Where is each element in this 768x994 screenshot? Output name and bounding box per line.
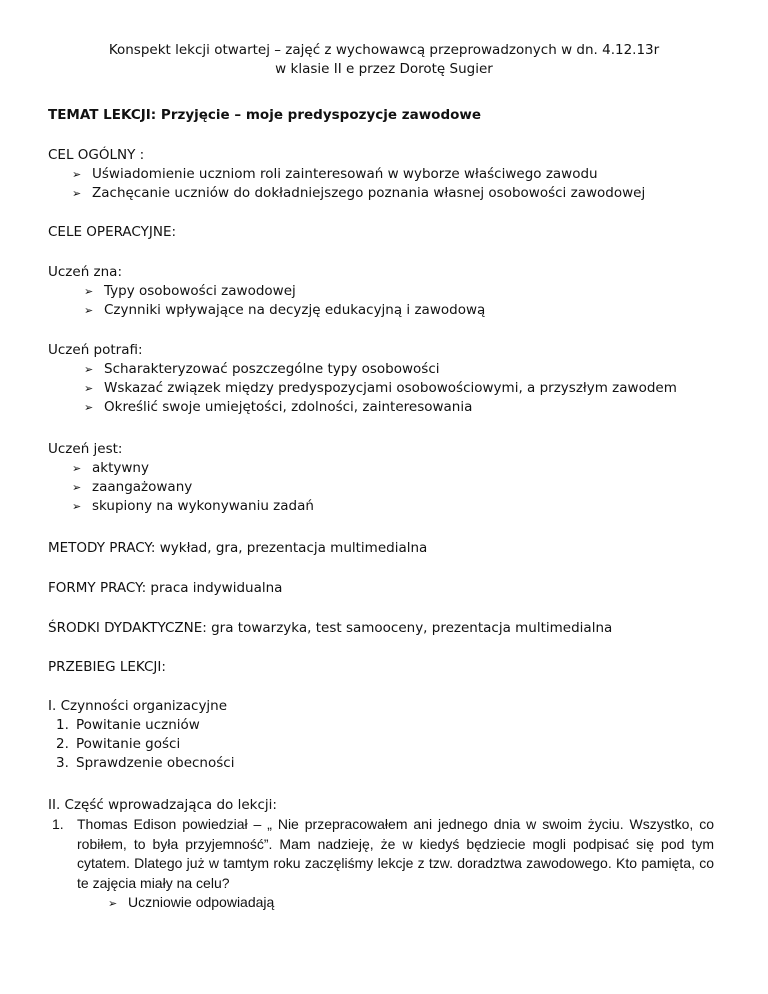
resources-label: ŚRODKI DYDAKTYCZNE: [48, 620, 207, 636]
arrow-bullet-icon: ➢ [72, 168, 82, 181]
bullet-text: Określić swoje umiejętości, zdolności, zainteresowania [104, 399, 473, 415]
general-goal-item [72, 184, 645, 203]
is-item [72, 478, 192, 497]
list-text: Powitanie uczniów [76, 717, 200, 733]
forms-label: FORMY PRACY: [48, 580, 147, 596]
resources-value: gra towarzyka, test samooceny, prezentacja multimedialna [211, 620, 613, 636]
section1-item: 1. Powitanie uczniów [56, 717, 200, 733]
general-goal-label: CEL OGÓLNY : [48, 147, 145, 163]
arrow-bullet-icon: ➢ [72, 462, 82, 475]
arrow-bullet-icon: ➢ [84, 401, 94, 414]
bullet-text: aktywny [92, 460, 149, 476]
arrow-bullet-icon: ➢ [84, 382, 94, 395]
list-text: Powitanie gości [76, 736, 181, 752]
arrow-bullet-icon: ➢ [84, 285, 94, 298]
header-line-1: Konspekt lekcji otwartej – zajęć z wychowawcą przeprowadzonych w dn. 4.12.13r [108, 42, 660, 58]
bullet-text: Uświadomienie uczniom roli zainteresowań w wyborze właściwego zawodu [92, 166, 598, 182]
section1-title: I. Czynności organizacyjne [48, 698, 228, 714]
can-item [84, 360, 440, 379]
arrow-bullet-icon: ➢ [72, 187, 82, 200]
operational-goals-label: CELE OPERACYJNE: [48, 224, 177, 240]
arrow-bullet-icon: ➢ [72, 500, 82, 513]
arrow-bullet-icon: ➢ [108, 898, 118, 910]
bullet-text: Typy osobowości zawodowej [104, 283, 296, 299]
bullet-text: skupiony na wykonywaniu zadań [92, 498, 314, 514]
bullet-text: Zachęcanie uczniów do dokładniejszego poznania własnej osobowości zawodowej [92, 185, 646, 201]
knows-label: Uczeń zna: [48, 264, 123, 280]
section1-item: 2. Powitanie gości [56, 736, 181, 752]
section1-item: 3. Sprawdzenie obecności [56, 755, 235, 771]
forms-value: praca indywidualna [150, 580, 283, 596]
methods-value: wykład, gra, prezentacja multimedialna [159, 540, 428, 556]
bullet-text: Uczniowie odpowiadają [128, 894, 275, 910]
arrow-bullet-icon: ➢ [84, 363, 94, 376]
is-label: Uczeń jest: [48, 441, 123, 457]
header-line-2: w klasie II e przez Dorotę Sugier [275, 61, 493, 77]
bullet-text: zaangażowany [92, 479, 193, 495]
knows-item [84, 301, 485, 320]
topic-line [48, 106, 481, 125]
can-item [84, 379, 677, 398]
arrow-bullet-icon: ➢ [84, 304, 94, 317]
methods-label: METODY PRACY: [48, 540, 156, 556]
general-goal-item [72, 165, 598, 184]
section2-sub-item [108, 893, 274, 914]
section2-item-1 [52, 815, 714, 893]
can-item [84, 398, 472, 417]
bullet-text: Wskazać związek między predyspozycjami osobowościowymi, a przyszłym zawodem [104, 380, 677, 396]
methods-line [48, 539, 427, 558]
is-item [72, 459, 149, 478]
forms-line [48, 579, 282, 598]
can-label: Uczeń potrafi: [48, 342, 143, 358]
document-header [0, 41, 768, 79]
list-text: Sprawdzenie obecności [76, 755, 235, 771]
course-label: PRZEBIEG LEKCJI: [48, 659, 166, 675]
resources-line [48, 619, 612, 638]
arrow-bullet-icon: ➢ [72, 481, 82, 494]
list-number: 1. [52, 816, 64, 832]
bullet-text: Czynniki wpływające na decyzję edukacyjną i zawodową [104, 302, 486, 318]
topic-label: TEMAT LEKCJI: [48, 107, 157, 123]
edison-quote-paragraph: Thomas Edison powiedział – „ Nie przepracowałem ani jednego dnia w swoim życiu. Wszystko, co robiłem, to była przyjemność”. Mam nadzieję, że w kiedyś będziecie mogli podpisać się pod tym cytatem. Dlatego już w tamtym roku zaczęliśmy lekcje z tzw. doradztwa zawodowego. Kto pamięta, co te zajęcia miały na celu? [77, 816, 714, 891]
bullet-text: Scharakteryzować poszczególne typy osobowości [104, 361, 440, 377]
topic-value: Przyjęcie – moje predyspozycje zawodowe [160, 107, 482, 123]
section2-title: II. Część wprowadzająca do lekcji: [48, 797, 277, 813]
is-item [72, 497, 314, 516]
knows-item [84, 282, 296, 301]
